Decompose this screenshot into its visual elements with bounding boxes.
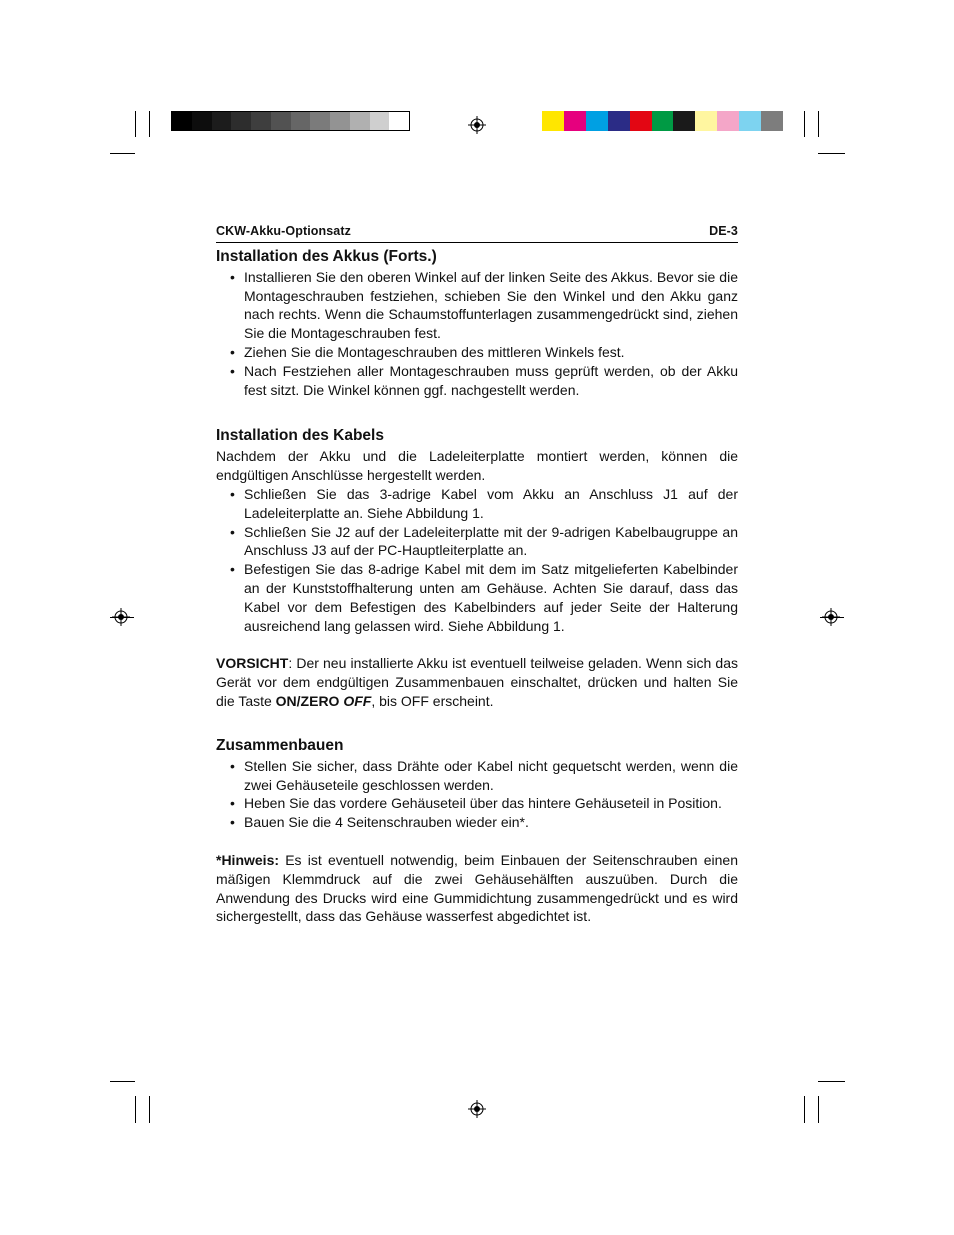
gray-swatch: [271, 112, 291, 130]
color-swatch: [739, 111, 761, 131]
list-item: • Schließen Sie J2 auf der Ladeleiterplatte mit der 9-adrigen Kabelbaugruppe an Anschluss J3 auf der PC-Hauptleiterplatte an.: [216, 523, 738, 561]
section-zusammenbauen: [216, 736, 738, 832]
gray-swatch: [231, 112, 251, 130]
color-swatch: [652, 111, 674, 131]
off-label: OFF: [343, 692, 372, 709]
gray-swatch: [310, 112, 330, 130]
color-swatch: [761, 111, 783, 131]
gray-swatch: [350, 112, 370, 130]
note-paragraph: *Hinweis: Es ist eventuell notwendig, beim Einbauen der Seitenschrauben einen mäßigen Klemmdruck auf die zwei Gehäusehälften auszuüben. Durch die Anwendung des Drucks wird eine Gummidichtung zusammengedrückt und es wird sichergestellt, dass das Gehäuse wasserfest abgedichtet ist.: [216, 851, 738, 925]
color-swatch: [695, 111, 717, 131]
color-swatch: [673, 111, 695, 131]
header-title: CKW-Akku-Optionsatz: [216, 224, 351, 238]
list-item: • Heben Sie das vordere Gehäuseteil über das hintere Gehäuseteil in Position.: [216, 794, 738, 813]
caution-label: VORSICHT: [216, 655, 289, 672]
gray-swatch: [212, 112, 232, 130]
gray-swatch: [172, 112, 192, 130]
list-item: • Schließen Sie das 3-adrige Kabel vom Akku an Anschluss J1 auf der Ladeleiterplatte an. Siehe Abbildung 1.: [216, 485, 738, 523]
list-item: • Stellen Sie sicher, dass Drähte oder Kabel nicht gequetscht werden, wenn die zwei Gehäuseteile geschlossen werden.: [216, 757, 738, 795]
page-number: DE-3: [709, 224, 738, 238]
gray-swatch: [330, 112, 350, 130]
section-heading: Installation des Kabels: [216, 427, 384, 445]
section-akku-installation: [216, 247, 738, 400]
color-swatch: [630, 111, 652, 131]
gray-swatch: [251, 112, 271, 130]
color-swatch: [564, 111, 586, 131]
registration-mark-top-icon: [468, 116, 486, 134]
bullet-list: [216, 268, 738, 400]
color-swatch: [542, 111, 564, 131]
section-heading: Installation des Akkus (Forts.): [216, 247, 437, 265]
list-item: • Befestigen Sie das 8-adrige Kabel mit dem im Satz mitgelieferten Kabelbinder an der Kunststoffhalterung unten am Gehäuse. Achten Sie darauf, dass das Kabel vor dem Befestigen des Kabelbinders auf jeder Seite der Halterung ausreichend lang gelassen wird. Siehe Abbildung 1.: [216, 560, 738, 635]
section-intro: Nachdem der Akku und die Ladeleiterplatte montiert werden, können die endgültigen Anschlüsse hergestellt werden.: [216, 448, 738, 484]
section-kabel-installation: [216, 426, 738, 635]
page-content: [216, 222, 738, 926]
list-item: • Nach Festziehen aller Montageschrauben muss geprüft werden, ob der Akku fest sitzt. Die Winkel können ggf. nachgestellt werden.: [216, 362, 738, 400]
registration-mark-bottom-icon: [468, 1100, 486, 1118]
color-swatch: [608, 111, 630, 131]
gray-swatch: [192, 112, 212, 130]
registration-mark-right-icon: [822, 608, 840, 626]
color-swatch: [586, 111, 608, 131]
gray-swatch: [389, 112, 409, 130]
note-label: *Hinweis:: [216, 851, 280, 868]
bullet-list: [216, 485, 738, 635]
list-item: • Bauen Sie die 4 Seitenschrauben wieder ein*.: [216, 813, 738, 832]
grayscale-calibration-bar: [171, 111, 410, 131]
list-item: • Installieren Sie den oberen Winkel auf der linken Seite des Akkus. Bevor sie die Montageschrauben festziehen, schieben Sie den Winkel und den Akku ganz nach rechts. Wenn die Schaumstoffunterlagen zusammengedrückt sind, ziehen Sie die Montageschrauben fest.: [216, 268, 738, 343]
color-swatch: [717, 111, 739, 131]
gray-swatch: [370, 112, 390, 130]
key-name: ON/ZERO: [275, 692, 340, 709]
gray-swatch: [291, 112, 311, 130]
bullet-list: [216, 757, 738, 832]
color-calibration-bar: [542, 111, 783, 131]
list-item: • Ziehen Sie die Montageschrauben des mittleren Winkels fest.: [216, 343, 738, 362]
registration-mark-left-icon: [112, 608, 130, 626]
section-heading: Zusammenbauen: [216, 736, 344, 754]
running-header: [216, 222, 738, 243]
caution-paragraph: VORSICHT: Der neu installierte Akku ist eventuell teilweise geladen. Wenn sich das Gerät vor dem endgültigen Zusammenbauen einschaltet, drücken und halten Sie die Taste ON/ZERO OFF, bis OFF erscheint.: [216, 655, 738, 709]
